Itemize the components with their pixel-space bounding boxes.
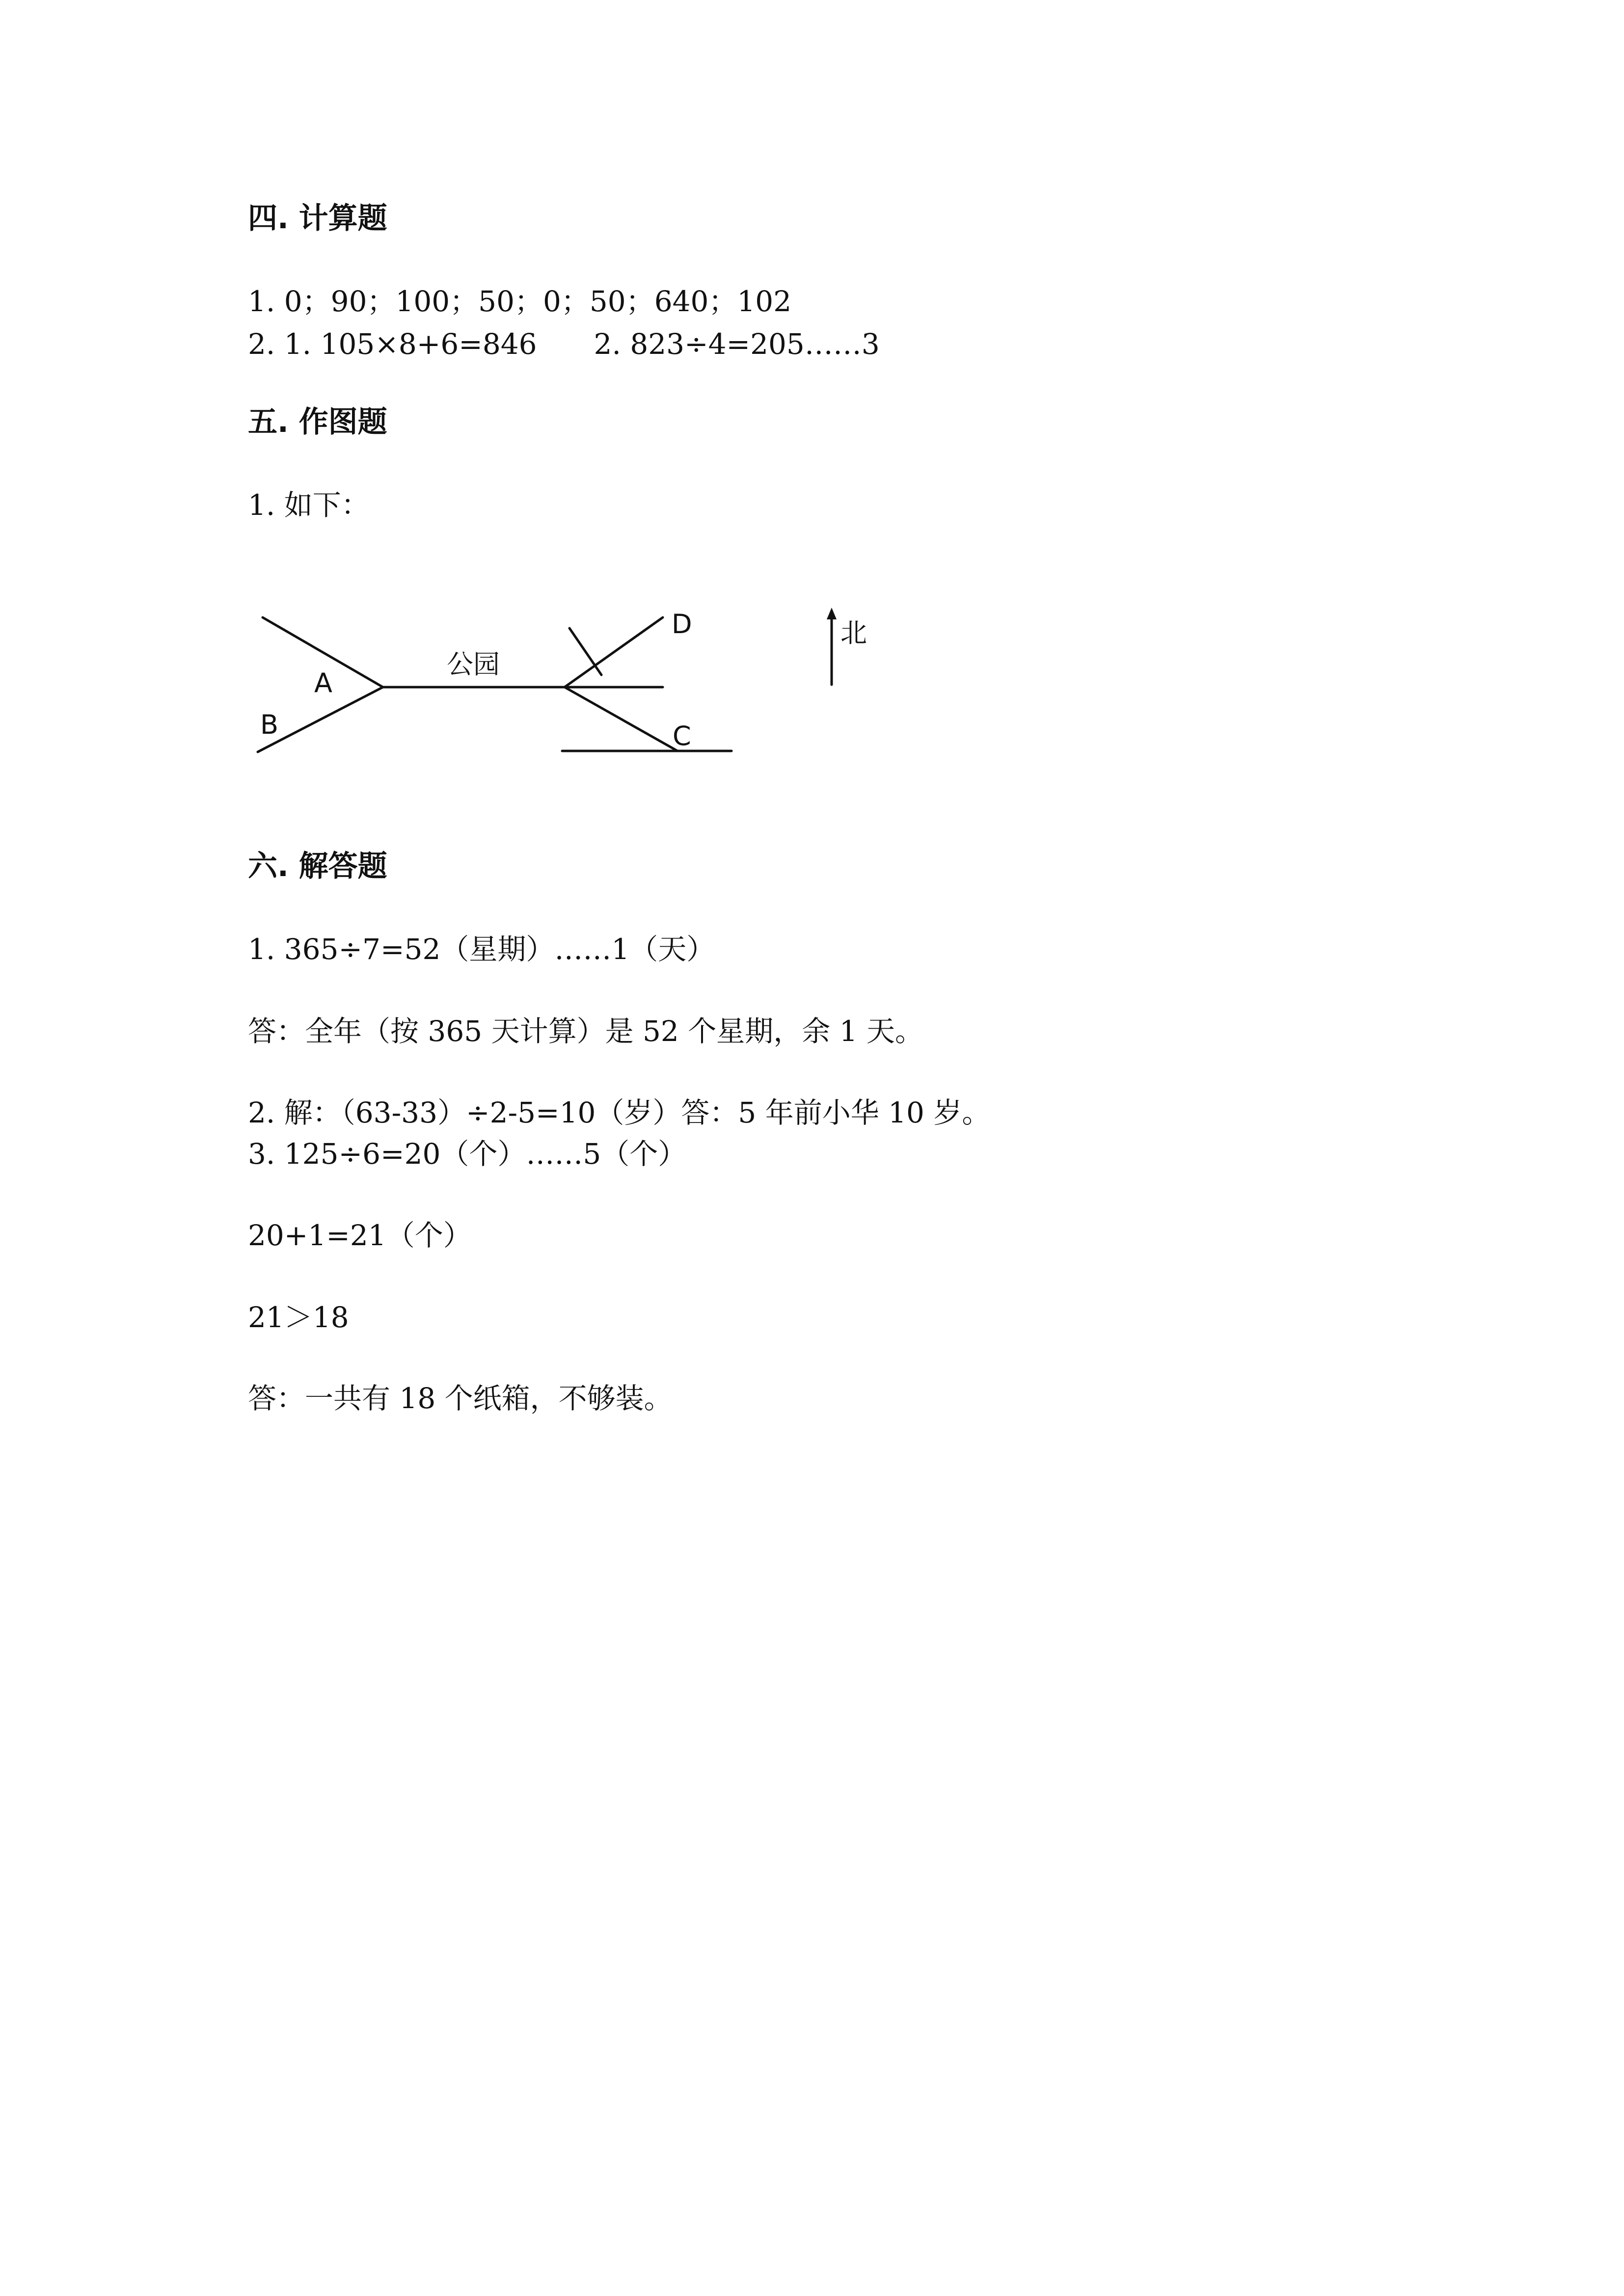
- label-a: A: [314, 667, 332, 698]
- section-title-drawing: 五. 作图题: [248, 405, 387, 439]
- q3-step-2: 20+1=21（个）: [248, 1219, 472, 1252]
- q2-solution: 2. 解：（63-33）÷2-5=10（岁）答：5 年前小华 10 岁。: [248, 1096, 991, 1129]
- north-arrow-head-icon: [827, 608, 837, 619]
- calc-answer-1: 1. 0；90；100；50；0；50；640；102: [248, 285, 792, 318]
- label-b: B: [260, 709, 279, 740]
- route-diagram: [245, 599, 903, 766]
- section-title-answers: 六. 解答题: [248, 849, 387, 883]
- q3-calculation: 3. 125÷6=20（个）……5（个）: [248, 1137, 687, 1171]
- label-d: D: [672, 609, 692, 640]
- q3-step-3: 21＞18: [248, 1301, 349, 1334]
- label-c: C: [673, 721, 691, 751]
- label-park: 公园: [447, 649, 500, 680]
- label-north: 北: [840, 617, 867, 648]
- section-title-calc: 四. 计算题: [248, 201, 387, 236]
- road-to-d-line: [565, 617, 663, 687]
- drawing-answer-1: 1. 如下：: [248, 488, 370, 522]
- road-to-c-line: [565, 687, 677, 751]
- calc-answer-2: 2. 1. 105×8+6=846 2. 823÷4=205……3: [248, 327, 880, 361]
- q1-calculation: 1. 365÷7=52（星期）……1（天）: [248, 933, 715, 966]
- q3-answer: 答：一共有 18 个纸箱，不够装。: [248, 1382, 673, 1415]
- branch-short-line: [569, 628, 601, 675]
- q1-answer: 答：全年（按 365 天计算）是 52 个星期，余 1 天。: [248, 1015, 924, 1048]
